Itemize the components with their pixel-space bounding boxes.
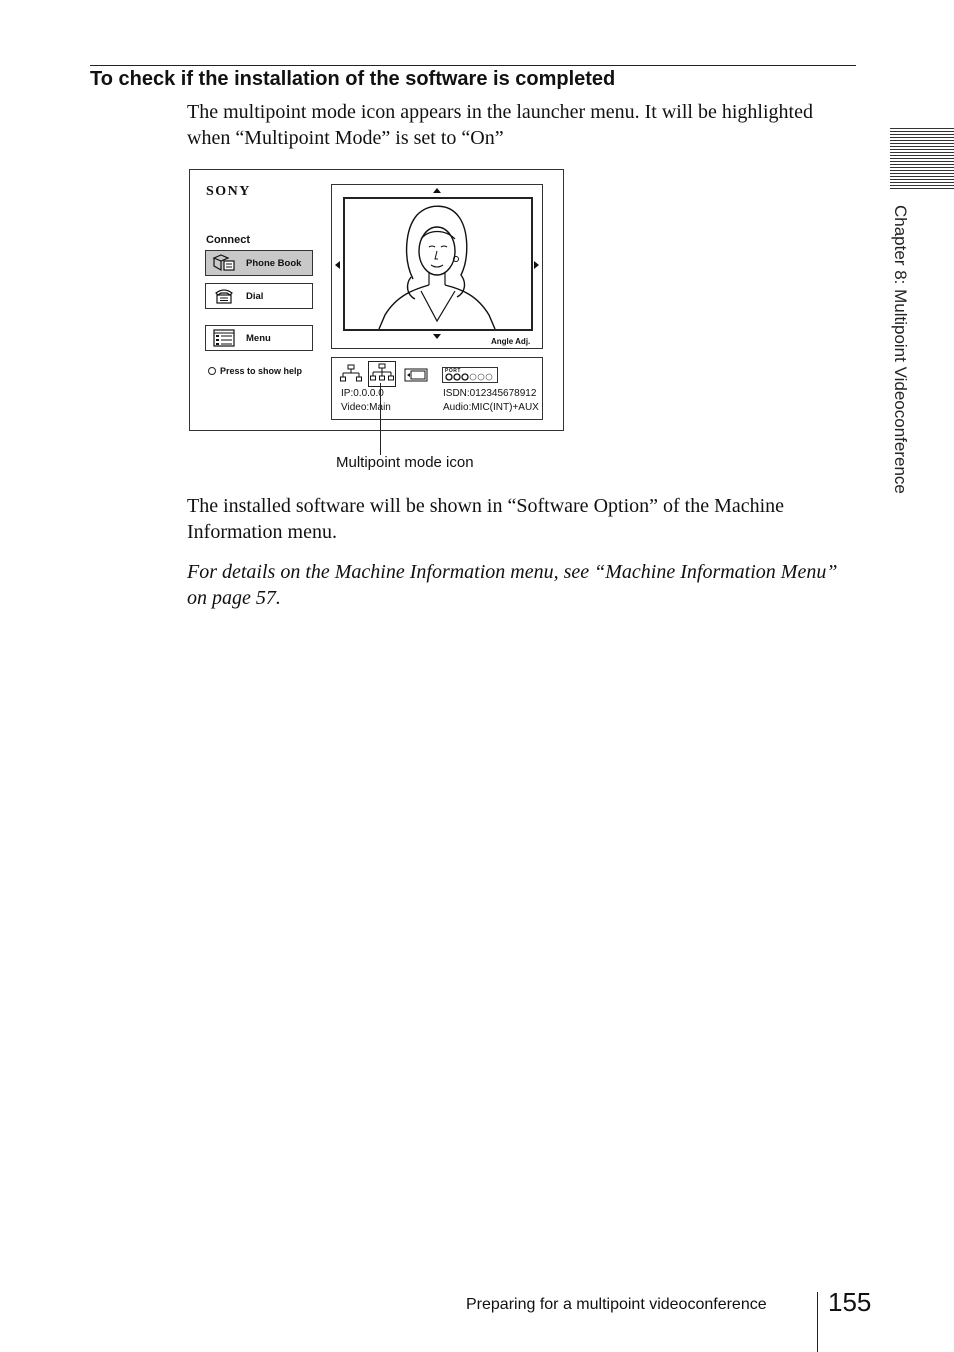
multipoint-mode-button[interactable] [368, 361, 396, 387]
help-hint [208, 366, 302, 376]
audio-status: Audio:MIC(INT)+AUX [443, 402, 539, 413]
status-panel [331, 357, 543, 420]
dial-button[interactable] [205, 283, 313, 309]
camera-input-icon [404, 368, 428, 382]
help-circle-icon [208, 367, 216, 375]
help-text: Press to show help [220, 366, 303, 376]
menu-list-icon [212, 329, 236, 347]
phone-book-icon [212, 254, 236, 272]
chapter-label: Chapter 8: Multipoint Videoconference [891, 205, 910, 494]
person-illustration [345, 199, 531, 329]
top-rule [90, 65, 856, 66]
launcher-screen [189, 169, 564, 431]
multipoint-mode-icon [369, 362, 395, 386]
footer-section-title: Preparing for a multipoint videoconference [466, 1296, 767, 1313]
section-heading: To check if the installation of the software is completed [90, 68, 616, 90]
port-indicator [442, 367, 498, 383]
phone-book-button[interactable] [205, 250, 313, 276]
brand-logo: SONY [206, 184, 251, 199]
connect-label: Connect [206, 234, 250, 246]
intro-paragraph: The multipoint mode icon appears in the launcher menu. It will be highlighted when “Multipoint Mode” is set to “On” [187, 101, 813, 149]
phone-icon [212, 287, 236, 305]
dial-label: Dial [246, 290, 264, 302]
reference-note: For details on the Machine Information menu, see “Machine Information Menu” on page 57. [187, 561, 838, 609]
arrow-down-icon[interactable] [433, 334, 441, 339]
isdn-status: ISDN:012345678912 [443, 388, 537, 399]
ip-status: IP:0.0.0.0 [341, 388, 384, 399]
menu-label: Menu [246, 332, 271, 344]
chapter-tab-bars [890, 128, 954, 192]
network-icon [340, 364, 362, 382]
port-label: PORT [445, 368, 461, 374]
callout-line [380, 383, 381, 455]
software-option-paragraph: The installed software will be shown in “Software Option” of the Machine Information menu. [187, 495, 785, 543]
phone-book-label: Phone Book [246, 257, 302, 269]
angle-adjust-label[interactable]: Angle Adj. [491, 337, 531, 346]
page-number: 155 [828, 1287, 872, 1317]
port-channels-icon [445, 373, 495, 381]
footer-rule [817, 1292, 818, 1352]
video-preview [343, 197, 533, 331]
video-status: Video:Main [341, 402, 391, 413]
arrow-up-icon[interactable] [433, 188, 441, 193]
menu-button[interactable] [205, 325, 313, 351]
arrow-left-icon[interactable] [335, 261, 340, 269]
video-preview-frame [331, 184, 543, 349]
callout-label: Multipoint mode icon [336, 454, 474, 471]
arrow-right-icon[interactable] [534, 261, 539, 269]
